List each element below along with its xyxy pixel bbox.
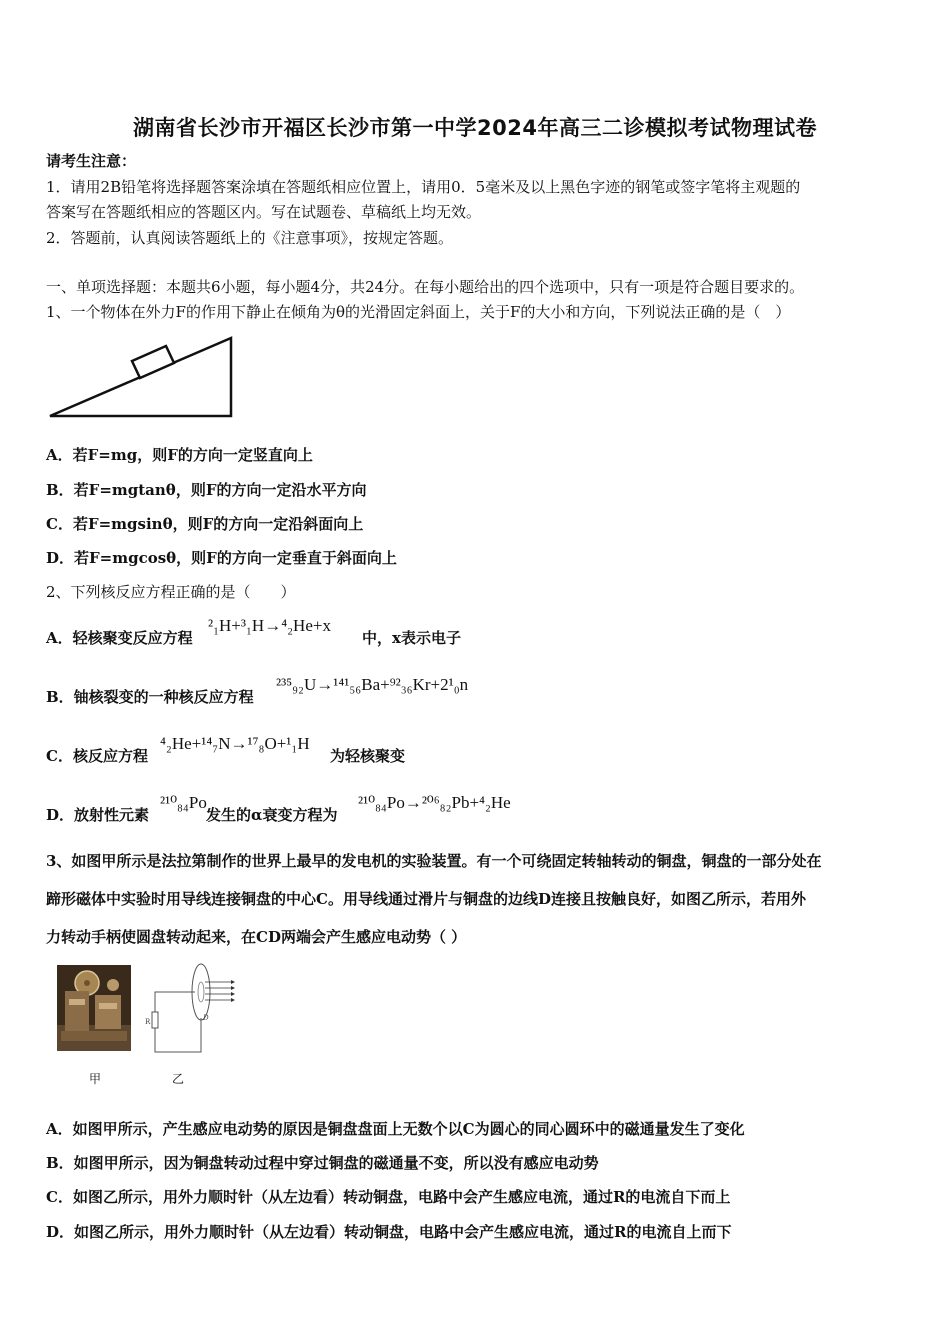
q3-stem-line-1: 3、如图甲所示是法拉第制作的世界上最早的发电机的实验装置。有一个可绕固定转轴转动的铜盘，铜盘的一部分处在 xyxy=(46,852,822,870)
notice-item-1b: 答案写在答题纸相应的答题区内。写在试题卷、草稿纸上均无效。 xyxy=(46,203,482,221)
q2-option-d-middle: 发生的α衰变方程为 xyxy=(206,806,338,824)
q3-stem-line-3: 力转动手柄使圆盘转动起来，在CD两端会产生感应电动势（ ） xyxy=(46,928,467,946)
q2-option-c-suffix: 为轻核聚变 xyxy=(330,747,406,765)
q1-option-a: A．若F=mg，则F的方向一定竖直向上 xyxy=(46,446,313,464)
figure-label-b: 乙 xyxy=(172,1072,185,1086)
q1-option-c: C．若F=mgsinθ，则F的方向一定沿斜面向上 xyxy=(46,515,364,533)
q1-option-d: D．若F=mgcosθ，则F的方向一定垂直于斜面向上 xyxy=(46,549,397,567)
q1-stem: 1、一个物体在外力F的作用下静止在倾角为θ的光滑固定斜面上，关于F的大小和方向，下列说法正确的是（ ） xyxy=(46,303,791,321)
q3-option-a: A．如图甲所示，产生感应电动势的原因是铜盘盘面上无数个以C为圆心的同心圆环中的磁通量发生了变化 xyxy=(46,1120,745,1138)
q2-option-d-label: D．放射性元素 xyxy=(46,806,150,824)
q2-equation-d: ²¹⁰₈₄Po→²⁰⁶₈₂Pb+⁴₂He xyxy=(358,793,511,812)
q2-option-c-label: C．核反应方程 xyxy=(46,747,148,765)
q1-option-b: B．若F=mgtanθ，则F的方向一定沿水平方向 xyxy=(46,481,367,499)
circuit-diagram xyxy=(143,962,235,1058)
q2-equation-a: ²₁H+³₁H→⁴₂He+x xyxy=(208,616,331,635)
q3-option-c: C．如图乙所示，用外力顺时针（从左边看）转动铜盘，电路中会产生感应电流，通过R的电流自下而上 xyxy=(46,1188,731,1206)
notice-heading: 请考生注意： xyxy=(46,152,137,170)
q2-stem: 2、下列核反应方程正确的是（ ） xyxy=(46,583,296,601)
notice-item-2: 2．答题前，认真阅读答题纸上的《注意事项》，按规定答题。 xyxy=(46,229,454,247)
q2-option-b-label: B．铀核裂变的一种核反应方程 xyxy=(46,688,254,706)
figure-label-a: 甲 xyxy=(89,1072,102,1086)
q2-equation-d-element: ²¹⁰₈₄Po xyxy=(160,793,207,812)
section-heading: 一、单项选择题：本题共6小题，每小题4分，共24分。在每小题给出的四个选项中，只有一项是符合题目要求的。 xyxy=(46,278,805,296)
svg-text:D: D xyxy=(203,1014,209,1022)
q3-option-d: D．如图乙所示，用外力顺时针（从左边看）转动铜盘，电路中会产生感应电流，通过R的电流自上而下 xyxy=(46,1223,732,1241)
faraday-generator-photo xyxy=(57,965,131,1051)
incline-figure xyxy=(46,334,236,420)
q2-option-a-suffix: 中，x表示电子 xyxy=(362,629,461,647)
block-on-incline xyxy=(132,346,174,378)
notice-item-1a: 1．请用2B铅笔将选择题答案涂填在答题纸相应位置上，请用0．5毫米及以上黑色字迹的钢笔或签字笔将主观题的 xyxy=(46,178,801,196)
svg-text:R: R xyxy=(145,1018,151,1026)
q2-option-a-label: A．轻核聚变反应方程 xyxy=(46,629,193,647)
page-title: 湖南省长沙市开福区长沙市第一中学2024年高三二诊模拟考试物理试卷 xyxy=(133,116,817,140)
q3-stem-line-2: 蹄形磁体中实验时用导线连接铜盘的中心C。用导线通过滑片与铜盘的边线D连接且按触良好，如图乙所示，若用外 xyxy=(46,890,806,908)
q2-equation-c: ⁴₂He+¹⁴₇N→¹⁷₈O+¹₁H xyxy=(160,734,310,753)
q3-option-b: B．如图甲所示，因为铜盘转动过程中穿过铜盘的磁通量不变，所以没有感应电动势 xyxy=(46,1154,599,1172)
q2-equation-b: ²³⁵₉₂U→¹⁴¹₅₆Ba+⁹²₃₆Kr+2¹₀n xyxy=(276,675,469,694)
